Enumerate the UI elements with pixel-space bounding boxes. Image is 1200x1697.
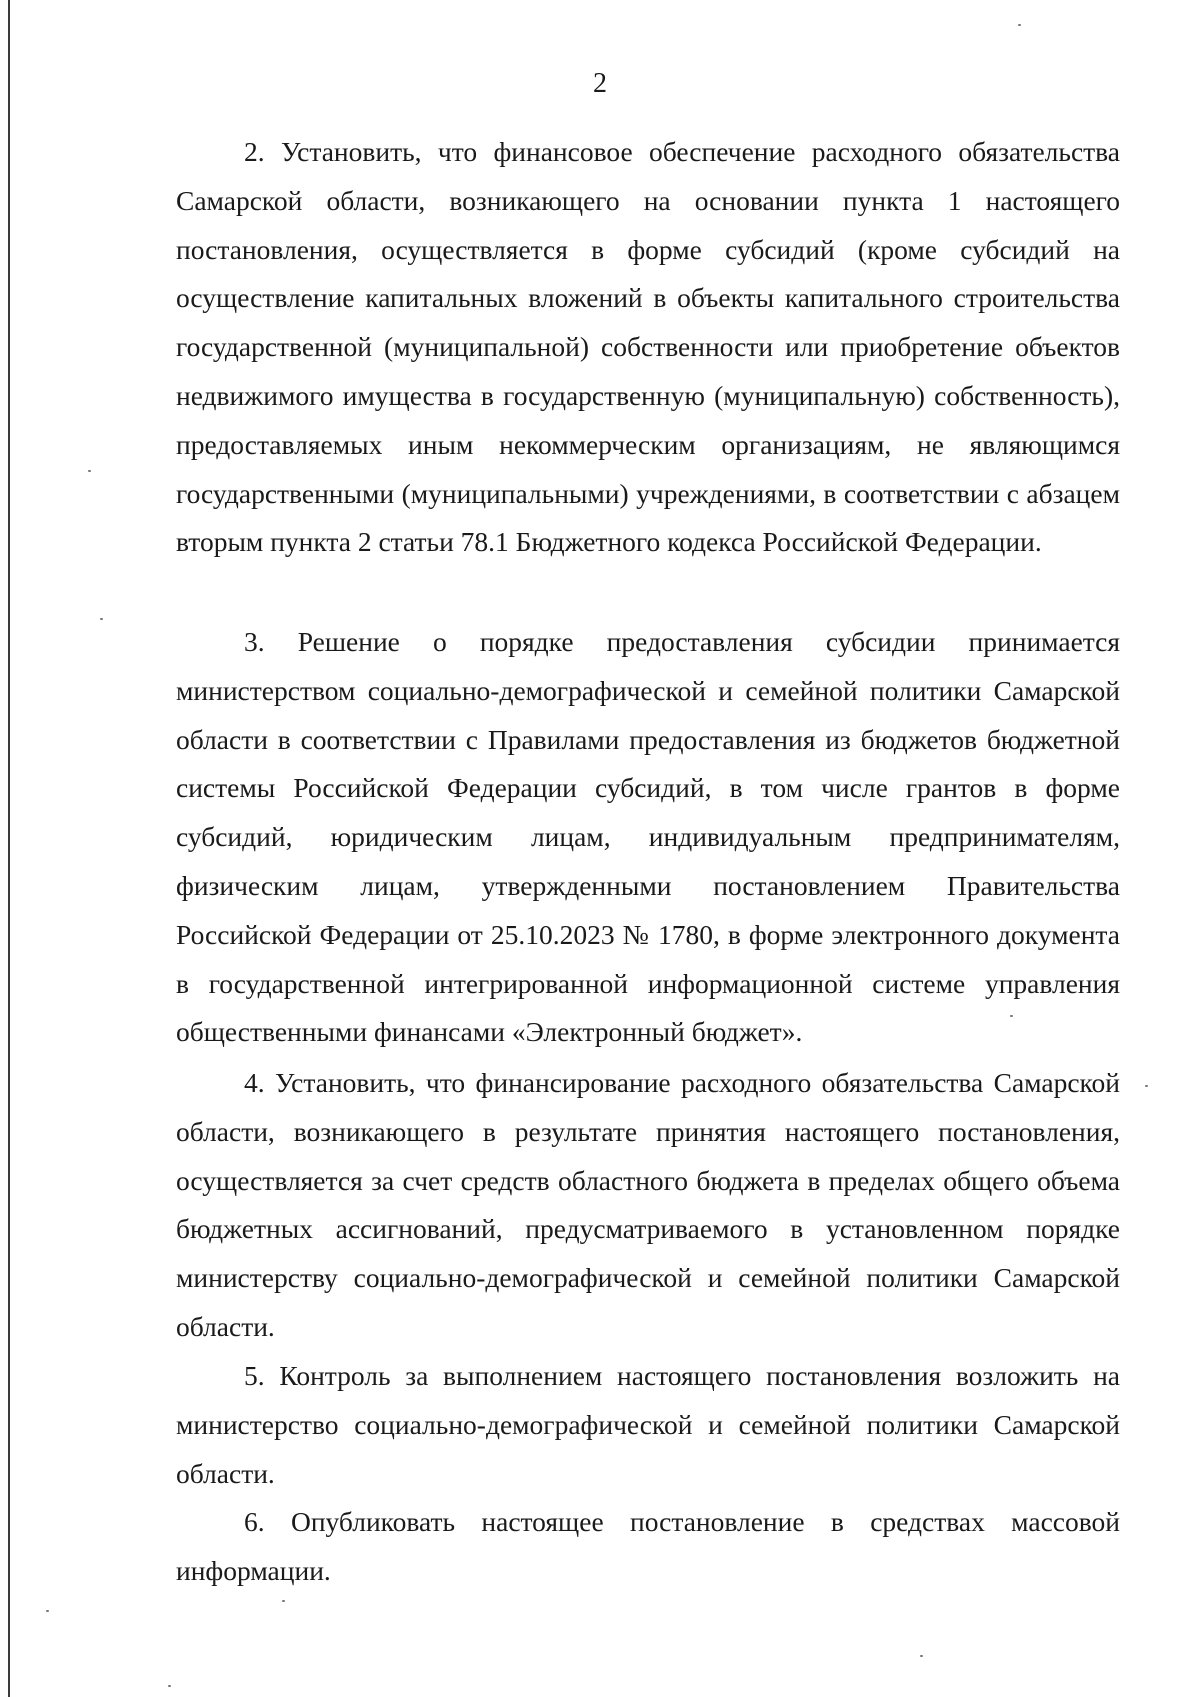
paragraph-3 <box>176 618 1120 1057</box>
scan-speck <box>282 1600 285 1602</box>
scan-binding-edge <box>8 0 10 1697</box>
scan-speck <box>46 1610 49 1612</box>
scan-speck <box>100 618 103 620</box>
paragraph-5 <box>176 1352 1120 1498</box>
scan-speck <box>1145 1085 1148 1087</box>
scan-speck <box>168 1685 171 1687</box>
paragraph-2-text: 2. Установить, что финансовое обеспечение расходного обязательства Самарской области, возникающего на основании пункта 1 настоящего постановления, осуществляется в форме субсидий (кроме субсидий на осуществление капитальных вложений в объекты капитального строительства государственной (муниципальной) собственности или приобретение объектов недвижимого имущества в государственную (муниципальную) собственность), предоставляемых иным некоммерческим организациям, не являющимся государственными (муниципальными) учреждениями, в соответствии с абзацем вторым пункта 2 статьи 78.1 Бюджетного кодекса Российской Федерации. <box>176 136 1120 558</box>
paragraph-4-text: 4. Установить, что финансирование расходного обязательства Самарской области, возникающего в результате принятия настоящего постановления, осуществляется за счет средств областного бюджета в пределах общего объема бюджетных ассигнований, предусматриваемого в установленном порядке министерству социально-демографической и семейной политики Самарской области. <box>176 1067 1120 1342</box>
scan-speck <box>920 1655 923 1657</box>
paragraph-6-text: 6. Опубликовать настоящее постановление в средствах массовой информации. <box>176 1506 1120 1586</box>
paragraph-4 <box>176 1059 1120 1352</box>
page-number: 2 <box>593 68 607 99</box>
paragraph-6 <box>176 1498 1120 1596</box>
paragraph-5-text: 5. Контроль за выполнением настоящего постановления возложить на министерство социально-демографической и семейной политики Самарской области. <box>176 1360 1120 1489</box>
scan-speck <box>1018 24 1021 26</box>
scan-speck <box>88 470 91 472</box>
scan-speck <box>1010 1015 1013 1017</box>
paragraph-3-text: 3. Решение о порядке предоставления субсидии принимается министерством социально-демографической и семейной политики Самарской области в соответствии с Правилами предоставления из бюджетов бюджетной системы Российской Федерации субсидий, в том числе грантов в форме субсидий, юридическим лицам, индивидуальным предпринимателям, физическим лицам, утвержденными постановлением Правительства Российской Федерации от 25.10.2023 № 1780, в форме электронного документа в государственной интегрированной информационной системе управления общественными финансами «Электронный бюджет». <box>176 626 1120 1048</box>
paragraph-2 <box>176 128 1120 567</box>
